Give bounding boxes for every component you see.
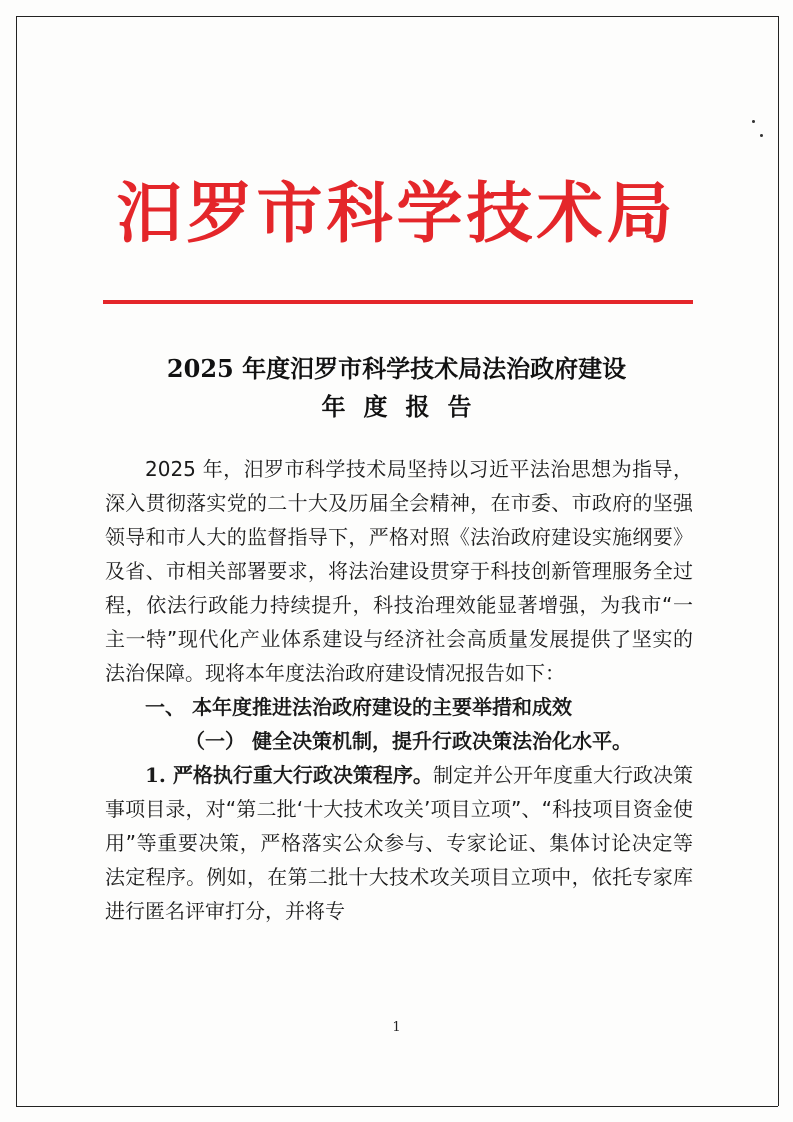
page-number: 1: [392, 1020, 401, 1035]
red-separator-line: [103, 300, 693, 304]
item-lead: 1. 严格执行重大行政决策程序。: [145, 763, 433, 787]
document-title-line1: 2025 年度汨罗市科学技术局法治政府建设: [166, 354, 627, 383]
document-body: [105, 452, 693, 928]
scan-speck: [760, 134, 763, 137]
item-text: 制定并公开年度重大行政决策事项目录，对“第二批‘十大技术攻关’项目立项”、“科技项目资金使用”等重要决策，严格落实公众参与、专家论证、集体讨论决定等法定程序。例如，在第二批十大技术攻关项目立项中，依托专家库进行匿名评审打分，并将专: [105, 763, 694, 923]
item-paragraph: [105, 758, 693, 928]
agency-header-title: 汨罗市科学技术局: [116, 174, 677, 252]
subsection-heading: （一） 健全决策机制，提升行政决策法治化水平。: [185, 729, 632, 753]
scan-speck: [752, 120, 755, 123]
document-title-line2: 年度报告: [321, 392, 490, 421]
intro-paragraph: 2025 年，汨罗市科学技术局坚持以习近平法治思想为指导，深入贯彻落实党的二十大及历届全会精神，在市委、市政府的坚强领导和市人大的监督指导下，严格对照《法治政府建设实施纲要》及省、市相关部署要求，将法治建设贯穿于科技创新管理服务全过程，依法行政能力持续提升，科技治理效能显著增强，为我市“一主一特”现代化产业体系建设与经济社会高质量发展提供了坚实的法治保障。现将本年度法治政府建设情况报告如下：: [105, 457, 693, 685]
section-heading: 一、 本年度推进法治政府建设的主要举措和成效: [145, 695, 572, 719]
scan-frame-bottom: [16, 1106, 778, 1107]
scan-frame-top: [16, 16, 778, 17]
